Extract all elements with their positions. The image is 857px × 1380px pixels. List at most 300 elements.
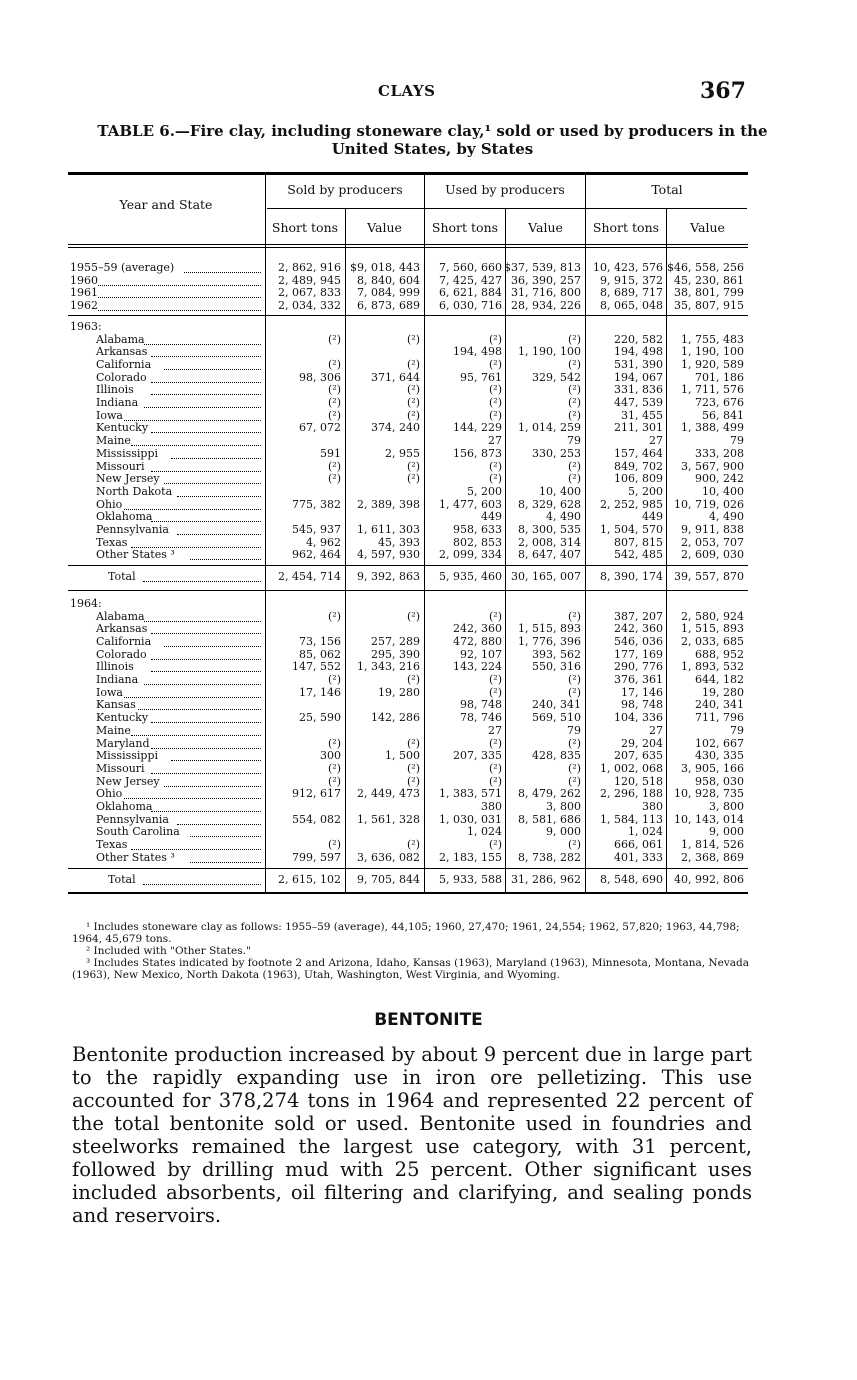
dot-leader [164, 483, 261, 484]
row-label: Maine [96, 434, 131, 448]
value-cell: 56, 841 [702, 408, 744, 422]
value-cell: 207, 335 [453, 749, 502, 763]
value-cell: 401, 333 [614, 850, 663, 864]
value-cell: 73, 156 [299, 634, 341, 648]
value-cell: 1, 920, 589 [681, 357, 744, 371]
year-label: 1963: [70, 319, 102, 333]
value-cell: 156, 873 [453, 446, 502, 460]
value-cell: 79 [567, 723, 581, 737]
table-bottom-rule [68, 892, 748, 894]
column-divider [265, 175, 266, 892]
value-cell: 9, 915, 372 [600, 273, 663, 287]
value-cell: 102, 667 [695, 736, 744, 750]
value-cell: 428, 835 [532, 749, 581, 763]
row-label: Maine [96, 723, 131, 737]
value-cell: 4, 962 [306, 535, 341, 549]
row-label: Alabama [96, 332, 145, 346]
value-cell: 688, 952 [695, 647, 744, 661]
row-label: Iowa [96, 408, 123, 422]
value-cell: 799, 597 [292, 850, 341, 864]
value-cell: (²) [489, 685, 502, 699]
value-cell: (²) [407, 838, 420, 852]
value-cell: 5, 200 [628, 484, 663, 498]
value-cell: 912, 617 [292, 787, 341, 801]
value-cell: 329, 542 [532, 370, 581, 384]
value-cell: 591 [320, 446, 341, 460]
row-label: Pennsylvania [96, 812, 169, 826]
footnote-1: ¹ Includes stoneware clay as follows: 1955–59 (average), 44,105; 1960, 27,470; 1961, 24,554; 1962, 57,820; 1963, 44,798; 1964, 45,679 tons. [72, 921, 740, 945]
value-cell: 1, 504, 570 [600, 523, 663, 536]
row-label: Kentucky [96, 421, 149, 435]
row-label: California [96, 634, 152, 648]
value-cell: 10, 143, 014 [674, 812, 744, 826]
value-cell: 240, 341 [532, 698, 581, 712]
value-cell: 449 [481, 510, 502, 524]
value-cell: (²) [407, 459, 420, 473]
value-cell: 104, 336 [614, 711, 663, 725]
row-label: Arkansas [96, 622, 148, 636]
dot-leader [143, 581, 261, 582]
value-cell: 1, 477, 603 [439, 497, 502, 511]
dot-leader [144, 621, 261, 622]
value-cell: 472, 880 [453, 634, 502, 648]
value-cell: 27 [488, 723, 502, 737]
row-label: Colorado [96, 647, 147, 661]
value-cell: 5, 200 [467, 484, 502, 498]
value-cell: 1, 190, 100 [681, 345, 744, 359]
value-cell: 79 [730, 434, 744, 448]
value-cell: 2, 008, 314 [518, 535, 581, 549]
dot-leader [138, 709, 261, 710]
value-cell: 30, 165, 007 [511, 570, 581, 584]
value-cell: (²) [489, 838, 502, 852]
total-label: Total [108, 872, 136, 886]
value-cell: 143, 224 [453, 660, 502, 674]
value-cell: 31, 455 [621, 408, 663, 422]
value-cell: (²) [328, 774, 341, 788]
value-cell: $9, 018, 443 [350, 261, 420, 274]
value-cell: 10, 423, 576 [593, 261, 663, 274]
value-cell: 31, 286, 962 [511, 872, 581, 886]
value-cell: 27 [649, 723, 663, 737]
value-cell: (²) [568, 396, 581, 409]
value-cell: (²) [568, 357, 581, 371]
value-cell: (²) [407, 357, 420, 371]
value-cell: 29, 204 [621, 736, 663, 750]
header-used: Used by producers [445, 182, 565, 197]
row-label: Arkansas [96, 345, 148, 359]
row-label: Mississippi [96, 446, 158, 460]
value-cell: 177, 169 [614, 647, 663, 661]
value-cell: (²) [489, 472, 502, 486]
footnotes [72, 921, 752, 981]
header-total-value: Value [690, 220, 725, 235]
value-cell: 546, 036 [614, 634, 663, 648]
row-label: Missouri [96, 761, 145, 775]
row-label: North Dakota [96, 484, 173, 498]
value-cell: 92, 107 [460, 647, 502, 661]
section-heading: BENTONITE [374, 1010, 483, 1030]
value-cell: 3, 800 [546, 800, 581, 813]
dot-leader [151, 671, 261, 672]
value-cell: 1, 893, 532 [681, 660, 744, 674]
dot-leader [151, 659, 261, 660]
value-cell: 5, 935, 460 [439, 570, 502, 584]
value-cell: 85, 062 [299, 647, 341, 661]
value-cell: 380 [481, 800, 502, 813]
value-cell: 8, 738, 282 [518, 850, 581, 864]
value-cell: 1, 388, 499 [681, 421, 744, 435]
value-cell: 1, 030, 031 [439, 812, 502, 826]
value-cell: 8, 581, 686 [518, 812, 581, 826]
column-divider [424, 175, 425, 892]
row-label: Oklahoma [96, 800, 153, 813]
dot-leader [151, 432, 261, 433]
dot-leader [151, 748, 261, 749]
value-cell: 666, 061 [614, 838, 663, 852]
value-cell: 849, 702 [614, 459, 663, 473]
bentonite-paragraph: Bentonite production increased by about 9 percent due in large part to the rapidly expanding use in iron ore pelletizing. This use accounted for 378,274 tons in 1964 and represented 22 percent of the total bentonite sold or used. Bentonite used in foundries and steelworks remained the largest use category, with 31 percent, followed by drilling mud with 25 percent. Other significant uses included absorbents, oil filtering and clarifying, and sealing ponds and reservoirs. [72, 1043, 752, 1227]
value-cell: 1, 711, 576 [681, 383, 744, 397]
dot-leader [171, 458, 261, 459]
value-cell: 31, 716, 800 [511, 286, 581, 300]
value-cell: 807, 815 [614, 535, 663, 549]
value-cell: 447, 539 [614, 396, 663, 409]
value-cell: 78, 746 [460, 711, 502, 725]
header-sold: Sold by producers [287, 182, 403, 197]
row-label: Missouri [96, 459, 145, 473]
row-label: Indiana [96, 673, 139, 686]
value-cell: 1, 561, 328 [357, 812, 420, 826]
column-divider [585, 175, 586, 892]
dot-leader [144, 407, 261, 408]
value-cell: 79 [567, 434, 581, 448]
value-cell: 5, 933, 588 [439, 872, 502, 886]
dot-leader [144, 684, 261, 685]
value-cell: 2, 449, 473 [357, 787, 420, 801]
row-label: Kentucky [96, 711, 149, 725]
value-cell: 2, 955 [385, 446, 420, 460]
value-cell: 387, 207 [614, 609, 663, 623]
value-cell: (²) [328, 332, 341, 346]
value-cell: 900, 242 [695, 472, 744, 486]
row-label: Maryland [96, 736, 150, 750]
value-cell: (²) [328, 472, 341, 486]
value-cell: (²) [328, 396, 341, 409]
dot-leader [151, 811, 261, 812]
value-cell: 3, 800 [709, 800, 744, 813]
value-cell: 8, 647, 407 [518, 548, 581, 562]
value-cell: 295, 390 [371, 647, 420, 661]
value-cell: 1, 383, 571 [439, 787, 502, 801]
value-cell: 2, 389, 398 [357, 497, 420, 511]
value-cell: 8, 300, 535 [518, 523, 581, 536]
value-cell: (²) [407, 383, 420, 397]
row-label: Ohio [96, 787, 123, 801]
value-cell: (²) [407, 673, 420, 686]
value-cell: 4, 597, 930 [357, 548, 420, 562]
value-cell: 1, 515, 893 [681, 622, 744, 636]
dot-leader [151, 633, 261, 634]
value-cell: 430, 335 [695, 749, 744, 763]
value-cell: 4, 490 [546, 510, 581, 524]
row-label: Mississippi [96, 749, 158, 763]
value-cell: (²) [407, 609, 420, 623]
value-cell: 9, 705, 844 [357, 872, 420, 886]
row-label: Illinois [96, 660, 134, 674]
value-cell: 45, 230, 861 [674, 273, 744, 287]
dot-leader [190, 836, 261, 837]
value-cell: 2, 296, 188 [600, 787, 663, 801]
value-cell: (²) [489, 673, 502, 686]
value-cell: 142, 286 [371, 711, 420, 725]
value-cell: 554, 082 [292, 812, 341, 826]
value-cell: 194, 498 [453, 345, 502, 359]
value-cell: 644, 182 [695, 673, 744, 686]
value-cell: 380 [642, 800, 663, 813]
value-cell: 1, 014, 259 [518, 421, 581, 435]
dot-leader [164, 786, 261, 787]
value-cell: 9, 000 [709, 825, 744, 839]
value-cell: 449 [642, 510, 663, 524]
value-cell: 545, 937 [292, 523, 341, 536]
dot-leader [177, 496, 261, 497]
value-cell: (²) [407, 774, 420, 788]
value-cell: (²) [328, 673, 341, 686]
value-cell: (²) [489, 408, 502, 422]
row-label: Other States ³ [96, 850, 175, 864]
value-cell: 19, 280 [702, 685, 744, 699]
row-label: Pennsylvania [96, 523, 169, 536]
value-cell: (²) [328, 761, 341, 775]
value-cell: 1, 776, 396 [518, 634, 581, 648]
value-cell: 95, 761 [460, 370, 502, 384]
value-cell: (²) [407, 472, 420, 486]
value-cell: 39, 557, 870 [674, 570, 744, 584]
table-caption [60, 122, 805, 158]
value-cell: 1, 190, 100 [518, 345, 581, 359]
row-label: 1960 [70, 273, 98, 287]
value-cell: (²) [407, 736, 420, 750]
value-cell: 958, 030 [695, 774, 744, 788]
running-title: CLAYS [378, 82, 436, 100]
row-label: New Jersey [96, 774, 160, 788]
row-label: California [96, 357, 152, 371]
value-cell: 10, 719, 026 [674, 497, 744, 511]
value-cell: (²) [568, 736, 581, 750]
value-cell: 7, 084, 999 [357, 286, 420, 300]
header-bottom-rule [68, 244, 748, 245]
value-cell: (²) [568, 472, 581, 486]
value-cell: 10, 400 [539, 484, 581, 498]
column-divider [666, 208, 667, 892]
value-cell: 38, 801, 799 [674, 286, 744, 300]
value-cell: (²) [489, 357, 502, 371]
value-cell: 330, 253 [532, 446, 581, 460]
dot-leader [171, 760, 261, 761]
value-cell: 157, 464 [614, 446, 663, 460]
value-cell: 8, 548, 690 [600, 872, 663, 886]
value-cell: 257, 289 [371, 634, 420, 648]
row-label: Alabama [96, 609, 145, 623]
dot-leader [151, 722, 261, 723]
value-cell: $37, 539, 813 [504, 261, 581, 274]
table-caption-line2: United States, by States [331, 140, 534, 158]
value-cell: (²) [407, 408, 420, 422]
value-cell: 40, 992, 806 [674, 872, 744, 886]
value-cell: 711, 796 [695, 711, 744, 725]
value-cell: 147, 552 [292, 660, 341, 674]
value-cell: 1, 584, 113 [600, 812, 663, 826]
dot-leader [98, 285, 261, 286]
row-label: Indiana [96, 396, 139, 409]
value-cell: 207, 635 [614, 749, 663, 763]
value-cell: 17, 146 [621, 685, 663, 699]
value-cell: 376, 361 [614, 673, 663, 686]
value-cell: (²) [328, 357, 341, 371]
value-cell: 1, 024 [467, 825, 502, 839]
value-cell: 194, 498 [614, 345, 663, 359]
value-cell: 2, 099, 334 [439, 548, 502, 562]
dot-leader [151, 394, 261, 395]
value-cell: 1, 814, 526 [681, 838, 744, 852]
row-label: Illinois [96, 383, 134, 397]
value-cell: (²) [328, 736, 341, 750]
value-cell: (²) [328, 838, 341, 852]
value-cell: 2, 862, 916 [278, 261, 341, 274]
header-sold-value: Value [367, 220, 402, 235]
value-cell: (²) [489, 383, 502, 397]
value-cell: (²) [568, 761, 581, 775]
value-cell: 2, 183, 155 [439, 850, 502, 864]
value-cell: (²) [568, 673, 581, 686]
value-cell: 2, 454, 714 [278, 570, 341, 584]
row-label: South Carolina [96, 825, 180, 839]
value-cell: (²) [328, 609, 341, 623]
summary-rule [68, 315, 748, 316]
header-total: Total [651, 182, 683, 197]
value-cell: 19, 280 [378, 685, 420, 699]
value-cell: (²) [489, 396, 502, 409]
value-cell: 8, 329, 628 [518, 497, 581, 511]
value-cell: (²) [489, 609, 502, 623]
value-cell: 1, 500 [385, 749, 420, 763]
value-cell: 8, 689, 717 [600, 286, 663, 300]
value-cell: 9, 392, 863 [357, 570, 420, 584]
row-label: Ohio [96, 497, 123, 511]
dot-leader [177, 824, 261, 825]
value-cell: 10, 928, 735 [674, 787, 744, 801]
value-cell: 27 [488, 434, 502, 448]
row-label: 1961 [70, 286, 98, 300]
value-cell: 374, 240 [371, 421, 420, 435]
dot-leader [184, 272, 261, 273]
header-year-state: Year and State [119, 197, 213, 212]
value-cell: 962, 464 [292, 548, 341, 562]
value-cell: (²) [489, 332, 502, 346]
value-cell: 8, 840, 604 [357, 273, 420, 287]
value-cell: (²) [489, 774, 502, 788]
value-cell: (²) [489, 736, 502, 750]
value-cell: 333, 208 [695, 446, 744, 460]
dot-leader [131, 445, 261, 446]
header-sold-tons: Short tons [271, 220, 339, 235]
value-cell: 220, 582 [614, 332, 663, 346]
value-cell: 7, 560, 660 [439, 261, 502, 274]
value-cell: (²) [568, 609, 581, 623]
footnote-2: ² Included with "Other States." [86, 945, 251, 957]
value-cell: 2, 368, 869 [681, 850, 744, 864]
value-cell: 300 [320, 749, 341, 763]
value-cell: 2, 615, 102 [278, 872, 341, 886]
value-cell: 542, 485 [614, 548, 663, 562]
dot-leader [151, 773, 261, 774]
value-cell: 27 [649, 434, 663, 448]
dot-leader [164, 369, 261, 370]
row-label: Texas [96, 838, 128, 852]
value-cell: 2, 034, 332 [278, 299, 341, 313]
value-cell: 2, 609, 030 [681, 548, 744, 562]
value-cell: 371, 644 [371, 370, 420, 384]
value-cell: (²) [568, 685, 581, 699]
value-cell: (²) [407, 332, 420, 346]
value-cell: 240, 341 [695, 698, 744, 712]
value-cell: (²) [568, 383, 581, 397]
header-used-tons: Short tons [431, 220, 499, 235]
value-cell: 120, 518 [614, 774, 663, 788]
row-label: Colorado [96, 370, 147, 384]
value-cell: 2, 489, 945 [278, 273, 341, 287]
value-cell: 7, 425, 427 [439, 273, 502, 287]
value-cell: 3, 905, 166 [681, 761, 744, 775]
value-cell: 331, 836 [614, 383, 663, 397]
row-label: 1962 [70, 299, 98, 313]
dot-leader [98, 310, 261, 311]
total-rule [68, 565, 748, 566]
running-header [0, 78, 857, 108]
header-total-tons: Short tons [592, 220, 660, 235]
value-cell: 8, 390, 174 [600, 570, 663, 584]
dot-leader [151, 356, 261, 357]
value-cell: 211, 301 [614, 421, 663, 435]
dot-leader [151, 471, 261, 472]
dot-leader [144, 344, 261, 345]
dot-leader [98, 297, 261, 298]
value-cell: $46, 558, 256 [667, 261, 744, 274]
header-used-value: Value [528, 220, 563, 235]
value-cell: (²) [568, 838, 581, 852]
value-cell: 35, 807, 915 [674, 299, 744, 313]
value-cell: 6, 621, 884 [439, 286, 502, 300]
header-bottom-rule-2 [68, 247, 748, 248]
column-divider [505, 208, 506, 892]
dot-leader [151, 382, 261, 383]
row-label: Other States ³ [96, 548, 175, 562]
value-cell: (²) [568, 332, 581, 346]
table-caption-line1: TABLE 6.—Fire clay, including stoneware clay,¹ sold or used by producers in the [97, 122, 768, 140]
value-cell: 2, 053, 707 [681, 535, 744, 549]
value-cell: (²) [328, 459, 341, 473]
value-cell: 802, 853 [453, 535, 502, 549]
value-cell: (²) [407, 761, 420, 775]
value-cell: 701, 186 [695, 370, 744, 384]
value-cell: (²) [328, 408, 341, 422]
dot-leader [143, 884, 261, 885]
value-cell: 3, 636, 082 [357, 850, 420, 864]
value-cell: 2, 580, 924 [681, 609, 744, 623]
value-cell: 194, 067 [614, 370, 663, 384]
value-cell: 45, 393 [378, 535, 420, 549]
